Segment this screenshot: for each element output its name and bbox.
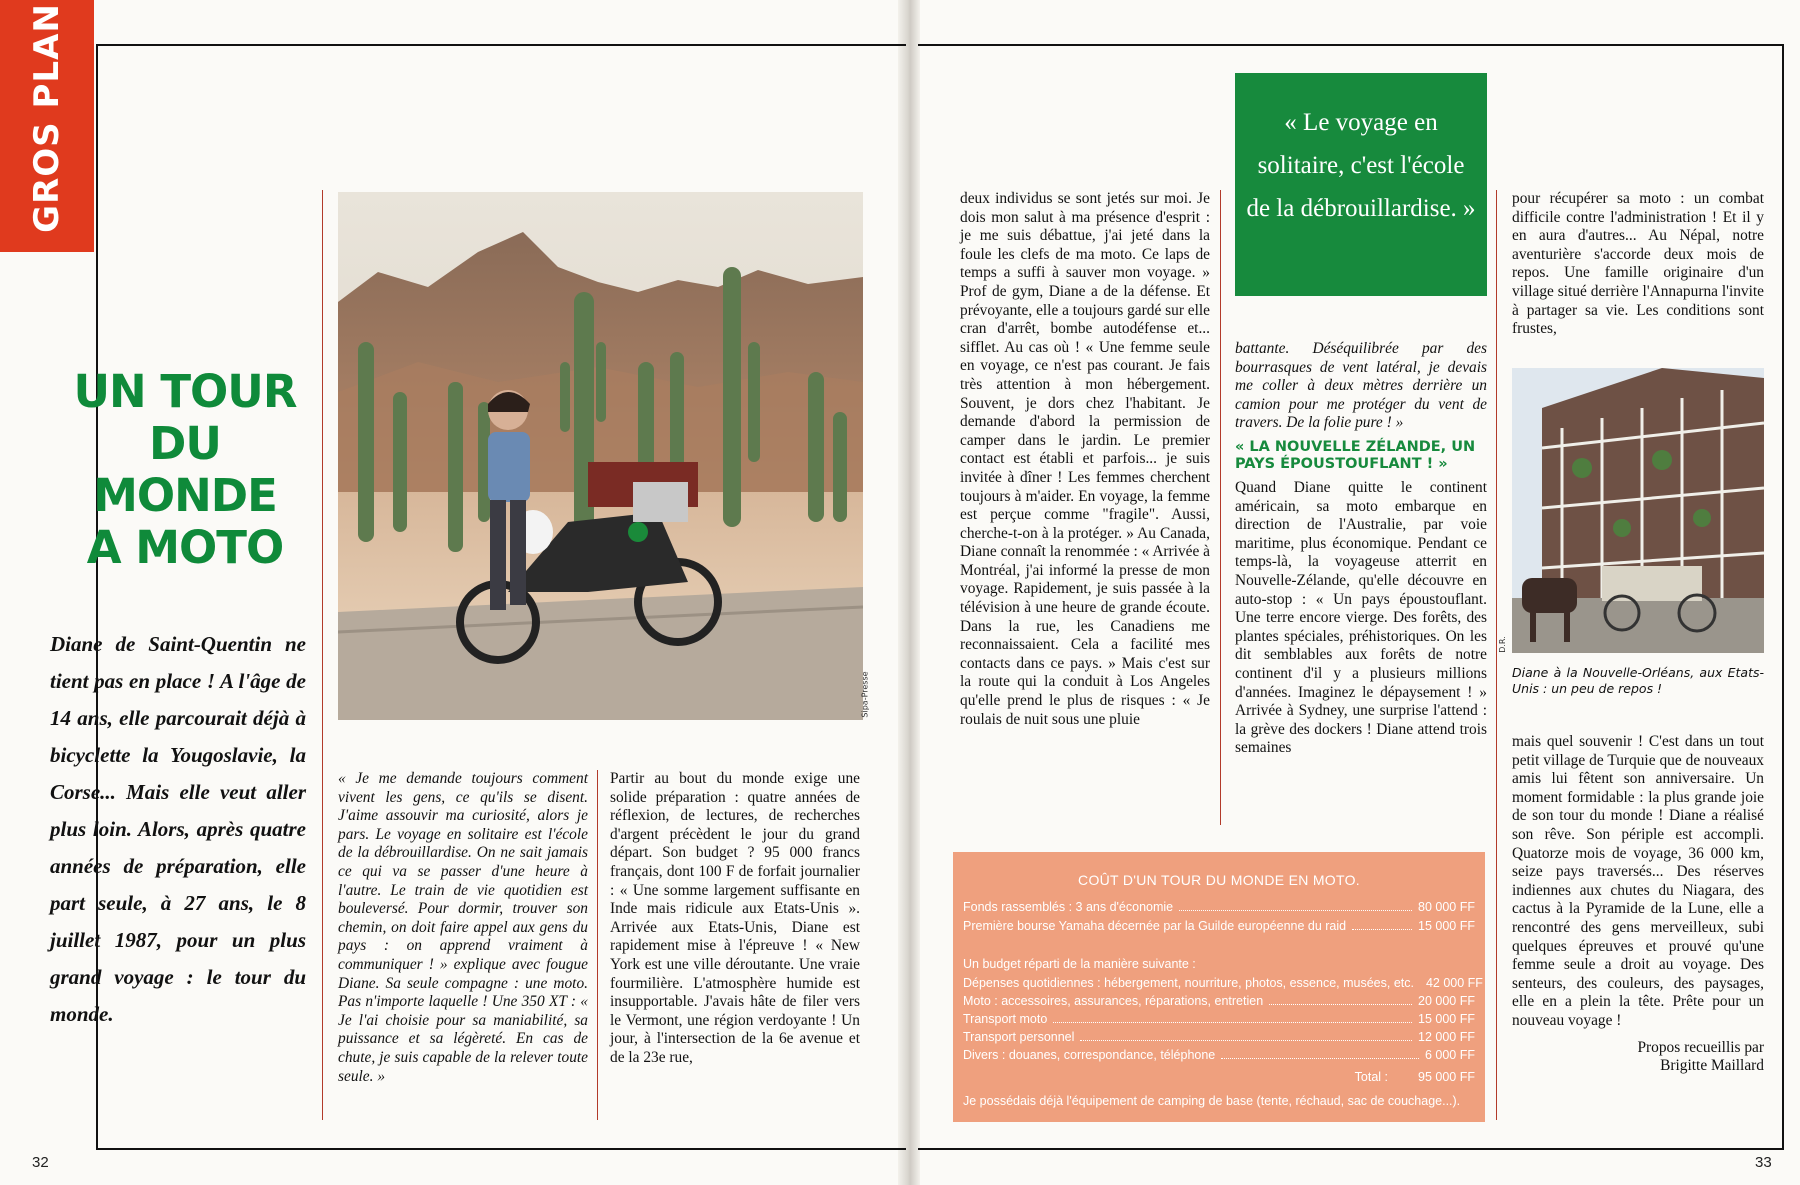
column-rule xyxy=(597,770,598,1120)
cost-row: Fonds rassemblés : 3 ans d'économie 80 000 FF xyxy=(963,900,1475,914)
cost-table xyxy=(953,852,1485,1122)
column-rule xyxy=(1496,190,1497,1120)
cost-row: Première bourse Yamaha décernée par la Guilde européenne du raid 15 000 FF xyxy=(963,919,1475,933)
headline-line: DU xyxy=(149,417,221,470)
pull-quote-box xyxy=(1235,73,1487,296)
photo-credit: Sipa-Presse xyxy=(860,671,870,718)
cost-row: Moto : accessoires, assurances, réparations, entretien 20 000 FF xyxy=(963,994,1475,1008)
headline-line: MONDE xyxy=(93,469,277,522)
rubric-tab xyxy=(0,0,94,252)
headline-line: A MOTO xyxy=(86,521,284,574)
column-5-bottom xyxy=(1512,733,1764,1076)
cost-row: Transport moto 15 000 FF xyxy=(963,1012,1475,1026)
cost-row: Divers : douanes, correspondance, téléphone 6 000 FF xyxy=(963,1048,1475,1062)
rubric-label: GROS PLAN xyxy=(27,3,67,233)
cost-table-title: COÛT D'UN TOUR DU MONDE EN MOTO. xyxy=(1078,872,1360,888)
author-credit-line: Propos recueillis par xyxy=(1637,1038,1764,1056)
column-4 xyxy=(1235,340,1487,758)
pull-quote: « Le voyage en solitaire, c'est l'école de la débrouillardise. » xyxy=(1246,109,1476,222)
new-orleans-illustration xyxy=(1512,368,1764,653)
photo-desert-motorcycle xyxy=(338,192,863,720)
column-rule xyxy=(322,190,323,1120)
photo-caption: Diane à la Nouvelle-Orléans, aux Etats-Unis : un peu de repos ! xyxy=(1512,665,1764,696)
intro-paragraph: Diane de Saint-Quentin ne tient pas en place ! A l'âge de 14 ans, elle parcourait déjà à bicyclette la Yougoslavie, la Corse... Mais elle veut aller plus loin. Alors, après quatre années de préparation, elle part seule, à 27 ans, le 8 juillet 1987, pour un plus grand voyage : le tour du monde. xyxy=(50,632,306,1026)
headline-line: UN TOUR xyxy=(73,365,297,418)
author-name: Brigitte Maillard xyxy=(1660,1057,1764,1075)
column-3: deux individus se sont jetés sur moi. Je dois mon salut à ma présence d'esprit : je me suis débattue, j'ai jeté dans la foule les clefs de ma moto. Ce laps de temps a suffi à sauver mon voyage. » Prof de gym, Diane a de la défense. Et prévoyante, elle a toujours gardé sur elle cran d'arrêt, bombe autodéfense et... sifflet. Au cas où ! « Une femme seule en voyage, ce n'est pas courant. Je fais très attention à mon hébergement. Souvent, je dors chez l'habitant. Je demande d'abord la permission de camper dans le jardin. Le premier contact est établi et parfois... je suis invitée à dîner ! Les femmes cherchent toujours à m'aider. En voyage, la femme est perçue comme "fragile". Aussi, cherche-t-on à la protéger. » Au Canada, Diane connaît la renommée : « Arrivée à Montréal, j'ai informé la presse de mon voyage. Rapidement, je suis passée à la télévision à une heure de grande écoute. Dans la rue, les Canadiens me reconnaissaient. Cela a facilité mes contacts dans ce pays. » Mais c'est sur la route qui la conduit à Los Angeles qu'elle prend le plus de risques : « Je roulais de nuit sous une pluie xyxy=(960,190,1211,728)
cost-row: Dépenses quotidiennes : hébergement, nourriture, photos, essence, musées, etc. 42 000 FF xyxy=(963,976,1483,990)
column-2: Partir au bout du monde exige une solide préparation : quatre années de réflexion, de lectures, de recherches d'argent précèdent le jour du grand départ. Son budget ? 95 000 francs français, dont 100 F de forfait journalier : « Une somme largement suffisante en Inde mais ridicule aux Etats-Unis ». Arrivée aux Etats-Unis, Diane est rapidement mise à l'épreuve ! « New York est une ville déroutante. Une vraie fourmilière. L'atmosphère humide est insupportable. J'avais hâte de filer vers le Vermont, une région verdoyante ! Un jour, à l'intersection de la 6e avenue et de la 23e rue, xyxy=(610,770,860,1066)
cost-row: Transport personnel 12 000 FF xyxy=(963,1030,1475,1044)
section-subhead: « LA NOUVELLE ZÉLANDE, UN PAYS ÉPOUSTOUFLANT ! » xyxy=(1235,438,1476,472)
photo-credit: D.R. xyxy=(1497,636,1507,653)
column-5-body: mais quel souvenir ! C'est dans un tout petit village de Turquie que de nouveaux amis lui fêtent son anniversaire. Un moment formidable : la plus grande joie de son tour du monde ! Diane a réalisé son rêve. Son périple est accompli. Quatorze mois de voyage, 36 000 km, seize pays traversés... Des réserves indiennes aux chutes du Niagara, des cactus à la Pyramide de la Lune, elle a rencontré des gens merveilleux, subi quelques épreuves et prouvé qu'une femme seule a droit au voyage. Des senteurs, des couleurs, des paysages, elle en a plein la tête. Prête pour un nouveau voyage ! xyxy=(1512,733,1764,1029)
page-number-left: 32 xyxy=(32,1154,49,1171)
column-rule xyxy=(1220,190,1221,825)
headline xyxy=(50,366,320,574)
cost-total-row: Total : 95 000 FF xyxy=(1354,1070,1475,1084)
desert-illustration xyxy=(338,192,863,720)
column-4-lead: battante. Déséquilibrée par des bourrasques de vent latéral, je devais me coller à deux mètres derrière un camion pour me protéger du vent de travers. De la folie pure ! » xyxy=(1235,340,1487,432)
photo-new-orleans xyxy=(1512,368,1764,653)
cost-note: Je possédais déjà l'équipement de camping de base (tente, réchaud, sac de couchage...). xyxy=(963,1094,1461,1108)
column-4-body: Quand Diane quitte le continent américain, sa moto embarque en direction de l'Australie, par voie maritime, plus économique. Pendant ce temps-là, la voyageuse atterrit en Nouvelle-Zélande, qu'elle découvre en auto-stop : « Un pays époustouflant. Une terre encore vierge. Des forêts, des plantes spéciales, préhistoriques. On les dit semblables aux forêts de notre continent d'il y a plusieurs millions d'années. Imaginez le dépaysement ! » Arrivée à Sydney, une surprise l'attend : la grève des dockers ! Diane attend trois semaines xyxy=(1235,478,1487,757)
budget-intro: Un budget réparti de la manière suivante : xyxy=(963,957,1196,971)
column-5-top: pour récupérer sa moto : un combat difficile contre l'administration ! Et il y en aura d'autres... Au Népal, notre aventurière s'accorde deux mois de repos. Une famille originaire d'un village situé derrière l'Annapurna l'invite à partager sa vie. Les conditions sont frustes, xyxy=(1512,190,1764,338)
page-number-right: 33 xyxy=(1755,1154,1772,1171)
column-1: « Je me demande toujours comment vivent les gens, ce qu'ils se disent. J'aime assouvir ma curiosité, alors je pars. Le voyage en solitaire est l'école de la débrouillardise. On ne sait jamais ce qui va se passer d'une heure à l'autre. Le train de vie quotidien est bouleversé. Pour dormir, trouver son chemin, on doit faire appel aux gens du pays : on apprend vraiment à communiquer ! » explique avec fougue Diane. Sa seule compagne : une moto. Pas n'importe laquelle ! Une 350 XT : « Je l'ai choisie pour sa maniabilité, sa puissance et sa légèreté. En cas de chute, je suis capable de la relever toute seule. » xyxy=(338,770,588,1085)
